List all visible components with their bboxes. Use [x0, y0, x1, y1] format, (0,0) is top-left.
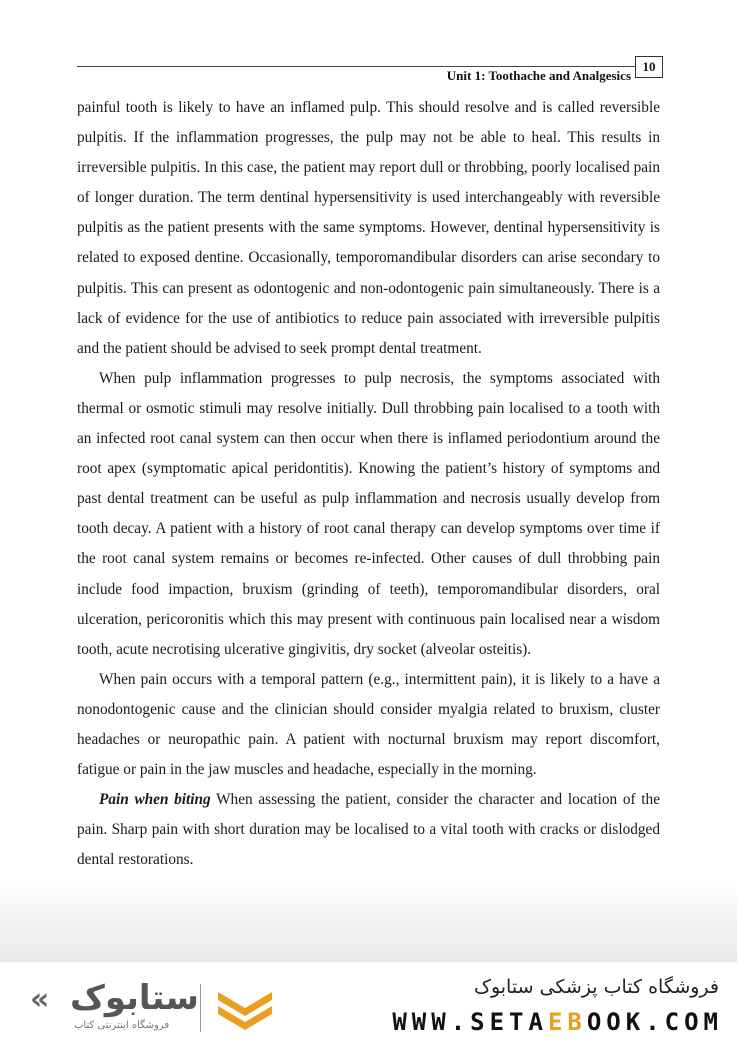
body-text: [77, 93, 660, 875]
logo-divider: [200, 984, 201, 1032]
logo-subtitle: فروشگاه اینترنتی کتاب: [74, 1020, 170, 1031]
paragraph-3: When pain occurs with a temporal pattern (e.g., intermittent pain), it is likely to a have a nonodontogenic cause and the clinician should consider myalgia related to bruxism, cluster headaches or neuropathic pain. A patient with nocturnal bruxism may report discomfort, fatigue or pain in the jaw muscles and headache, especially in the morning.: [77, 670, 660, 779]
page-number-box: 10: [635, 56, 663, 78]
publisher-footer: [0, 962, 737, 1044]
running-header-title: Unit 1: Toothache and Analgesics: [446, 68, 631, 83]
footer-url[interactable]: [392, 1008, 723, 1036]
header-rule: [77, 66, 635, 67]
url-accent-2: B: [567, 1008, 587, 1036]
paragraph-4: [77, 785, 660, 875]
logo-brand-text: ستابوک: [70, 978, 199, 1018]
book-stack-icon: [212, 984, 278, 1034]
paragraph-1: painful tooth is likely to have an inflamed pulp. This should resolve and is called reversible pulpitis. If the inflammation progresses, the pulp may not be able to heal. This results in irreversible pulpitis. In this case, the patient may report dull or throbbing, poorly localised pain of longer duration. The term dentinal hypersensitivity is used interchangeably with reversible pulpitis as the patient presents with the same symptoms. However, dentinal hypersensitivity is related to exposed dentine. Occasionally, temporomandibular disorders can arise secondary to pulpitis. This can present as odontogenic and non-odontogenic pain simultaneously. There is a lack of evidence for the use of antibiotics to reduce pain associated with irreversible pulpitis and the patient should be advised to seek prompt dental treatment.: [77, 99, 660, 357]
chevron-left-icon: «: [30, 982, 50, 1017]
paragraph-2: When pulp inflammation progresses to pulp necrosis, the symptoms associated with thermal or osmotic stimuli may resolve initially. Dull throbbing pain localised to a tooth with an infected root canal system can then occur when there is inflamed periodontium around the root apex (symptomatic apical peridontitis). Knowing the patient’s history of symptoms and past dental treatment can be useful as pulp inflammation and necrosis usually develop from tooth decay. A patient with a history of root canal therapy can develop symptoms over time if the root canal system remains or becomes re-infected. Other causes of dull throbbing pain include food impaction, bruxism (grinding of teeth), temporomandibular disorders, oral ulceration, pericoronitis which this may present with continuous pain localised near a wisdom tooth, acute necrotising ulcerative gingivitis, dry socket (alveolar osteitis).: [77, 369, 660, 658]
setabook-logo: [30, 978, 290, 1038]
run-in-heading: Pain when biting: [99, 791, 211, 809]
footer-store-title: فروشگاه کتاب پزشکی ستابوک: [473, 976, 719, 998]
paragraph-4-text: When assessing the patient, consider the character and location of the pain. Sharp pain with short duration may be localised to a vital tooth with cracks or dislodged dental restorations.: [77, 791, 660, 869]
url-accent-1: E: [547, 1008, 568, 1036]
url-prefix: WWW.SETA: [392, 1008, 548, 1036]
url-suffix: OOK.COM: [586, 1008, 723, 1036]
